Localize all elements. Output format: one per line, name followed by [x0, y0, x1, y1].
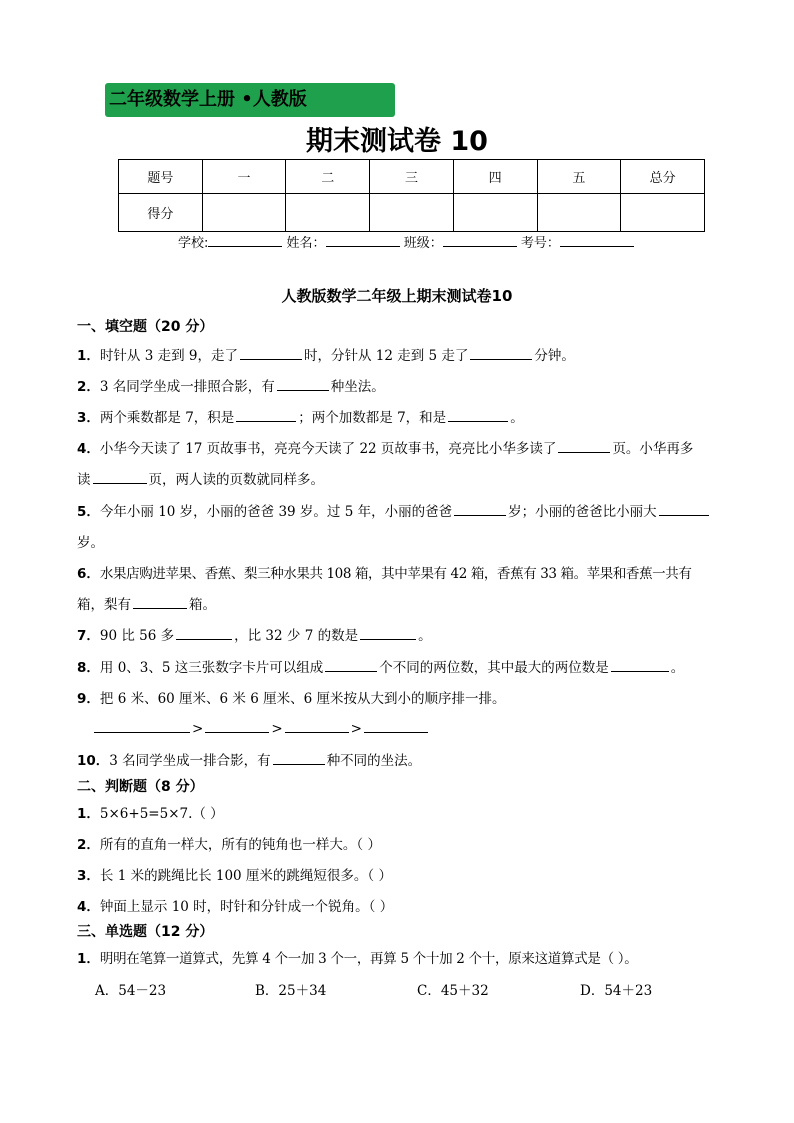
question-text: 。: [510, 410, 524, 426]
answer-blank[interactable]: [558, 438, 610, 453]
question-number: 6．: [77, 566, 100, 582]
answer-blank[interactable]: [659, 501, 709, 516]
question-text: 3 名同学坐成一排合影，有: [109, 753, 271, 769]
question-text: 5×6+5=5×7.（ ）: [99, 806, 224, 822]
question: [77, 406, 524, 426]
question: [77, 562, 691, 582]
answer-blank[interactable]: [360, 625, 416, 640]
question-number: 10．: [77, 753, 110, 769]
question-number: 1．: [77, 806, 100, 822]
question-text: 分钟。: [534, 348, 575, 364]
answer-blank[interactable]: [93, 469, 147, 484]
question: [77, 344, 575, 364]
question: [77, 895, 393, 915]
score-input-cell[interactable]: [286, 194, 370, 232]
question-text: 长 1 米的跳绳比长 100 厘米的跳绳短很多。（ ）: [99, 868, 392, 884]
answer-blank[interactable]: [325, 657, 377, 672]
answer-blank[interactable]: [94, 718, 190, 733]
question: [77, 947, 637, 967]
question-number: 7．: [77, 628, 100, 644]
question: [77, 437, 693, 457]
question-text: 箱，梨有: [77, 597, 131, 613]
score-table-header-row: [119, 160, 705, 194]
question-text: 时，分针从 12 走到 5 走了: [303, 348, 469, 364]
question-text: 岁。: [77, 535, 104, 551]
class-label: 班级：: [403, 236, 443, 251]
greater-than-sign: >: [271, 721, 283, 737]
answer-blank[interactable]: [454, 501, 506, 516]
exam-no-label: 考号：: [520, 236, 560, 251]
question-text: 明明在笔算一道算式，先算 4 个一加 3 个一，再算 5 个十加 2 个十，原来这道算式是（ ）。: [99, 951, 638, 967]
answer-blank[interactable]: [448, 407, 508, 422]
score-cell: 五: [537, 160, 621, 194]
question-text: 箱。: [189, 597, 216, 613]
question-number: 5．: [77, 504, 100, 520]
answer-blank[interactable]: [277, 376, 329, 391]
exam-subtitle: 人教版数学二年级上期末测试卷10: [281, 287, 513, 305]
answer-blank[interactable]: [133, 594, 187, 609]
page-title: 期末测试卷 10: [306, 126, 488, 157]
answer-blank[interactable]: [364, 718, 428, 733]
question-number: 3．: [77, 868, 100, 884]
score-input-cell[interactable]: [621, 194, 705, 232]
question-text: ；两个加数都是 7，和是: [298, 410, 447, 426]
school-blank[interactable]: [208, 233, 282, 247]
question: [77, 624, 432, 644]
score-table-score-row: [119, 194, 705, 232]
greater-than-sign: >: [350, 721, 362, 737]
question-text: 种坐法。: [330, 379, 385, 395]
class-blank[interactable]: [443, 233, 517, 247]
question-number: 3．: [77, 410, 100, 426]
answer-blank[interactable]: [236, 407, 296, 422]
student-info-line: [178, 232, 634, 251]
question: [77, 749, 421, 769]
question-text: 水果店购进苹果、香蕉、梨三种水果共 108 箱，其中苹果有 42 箱，香蕉有 33 箱。苹果和香蕉一共有: [99, 566, 692, 582]
question-continuation: [77, 593, 216, 613]
question-text: 所有的直角一样大，所有的钝角也一样大。（ ）: [99, 837, 381, 853]
answer-blank[interactable]: [240, 345, 302, 360]
question: [77, 833, 381, 853]
question-number: 1．: [77, 951, 100, 967]
greater-than-sign: >: [192, 721, 204, 737]
score-cell: 一: [202, 160, 286, 194]
question: [77, 687, 505, 707]
question-number: 9．: [77, 691, 100, 707]
question-text: 读: [77, 472, 91, 488]
score-cell: 题号: [119, 160, 203, 194]
answer-blank[interactable]: [611, 657, 669, 672]
question-number: 4．: [77, 441, 100, 457]
question-text: 3 名同学坐成一排照合影，有: [99, 379, 275, 395]
name-blank[interactable]: [326, 233, 400, 247]
question-text: 页。小华再多: [612, 441, 694, 457]
section-heading: 二、判断题（8 分）: [77, 779, 204, 795]
section-heading: 三、单选题（12 分）: [77, 924, 214, 940]
score-table: [118, 159, 705, 232]
answer-blank[interactable]: [470, 345, 532, 360]
question-text: 钟面上显示 10 时，时针和分针成一个锐角。（ ）: [99, 899, 394, 915]
answer-blank[interactable]: [176, 625, 232, 640]
question: [77, 656, 684, 676]
score-input-cell[interactable]: [202, 194, 286, 232]
question-text: 。: [418, 628, 432, 644]
option-b[interactable]: B．25＋34: [255, 983, 327, 999]
grade-badge: 二年级数学上册 •人教版: [105, 83, 395, 117]
question-text: 页，两人读的页数就同样多。: [148, 472, 324, 488]
ordering-blanks: [92, 718, 430, 737]
question-text: 种不同的坐法。: [326, 753, 422, 769]
question-number: 2．: [77, 379, 100, 395]
question-text: 个不同的两位数，其中最大的两位数是: [379, 660, 609, 676]
score-cell: 总分: [621, 160, 705, 194]
question-text: 两个乘数都是 7，积是: [99, 410, 235, 426]
score-cell: 二: [286, 160, 370, 194]
answer-blank[interactable]: [273, 750, 325, 765]
exam-no-blank[interactable]: [560, 233, 634, 247]
question-text: 今年小丽 10 岁，小丽的爸爸 39 岁。过 5 年，小丽的爸爸: [99, 504, 453, 520]
question-number: 1．: [77, 348, 100, 364]
question-text: 时针从 3 走到 9，走了: [99, 348, 238, 364]
question-number: 2．: [77, 837, 100, 853]
question-text: 用 0、3、5 这三张数字卡片可以组成: [99, 660, 324, 676]
question-text: 岁；小丽的爸爸比小丽大: [508, 504, 657, 520]
question: [77, 802, 224, 822]
score-cell: 三: [370, 160, 454, 194]
question-number: 8．: [77, 660, 100, 676]
question: [77, 864, 392, 884]
name-label: 姓名：: [286, 236, 326, 251]
question: [77, 375, 385, 395]
section-heading: 一、填空题（20 分）: [77, 319, 214, 335]
question-text: 90 比 56 多: [99, 628, 175, 644]
score-input-cell[interactable]: [370, 194, 454, 232]
question-text: 。: [670, 660, 685, 676]
score-input-cell[interactable]: [537, 194, 621, 232]
answer-blank[interactable]: [285, 718, 349, 733]
score-cell: 四: [453, 160, 537, 194]
score-input-cell[interactable]: [453, 194, 537, 232]
option-d[interactable]: D．54＋23: [580, 983, 653, 999]
question-text: 小华今天读了 17 页故事书，亮亮今天读了 22 页故事书，亮亮比小华多读了: [99, 441, 557, 457]
question-number: 4．: [77, 899, 100, 915]
option-a[interactable]: A．54－23: [95, 983, 167, 999]
school-label: 学校:: [178, 236, 209, 251]
answer-blank[interactable]: [205, 718, 269, 733]
question-text: 把 6 米、60 厘米、6 米 6 厘米、6 厘米按从大到小的顺序排一排。: [99, 691, 506, 707]
question: [77, 500, 711, 520]
question-continuation: [77, 468, 324, 488]
option-c[interactable]: C．45＋32: [417, 983, 489, 999]
question-continuation: [77, 531, 104, 551]
score-label-cell: 得分: [119, 194, 203, 232]
question-text: ，比 32 少 7 的数是: [234, 628, 359, 644]
